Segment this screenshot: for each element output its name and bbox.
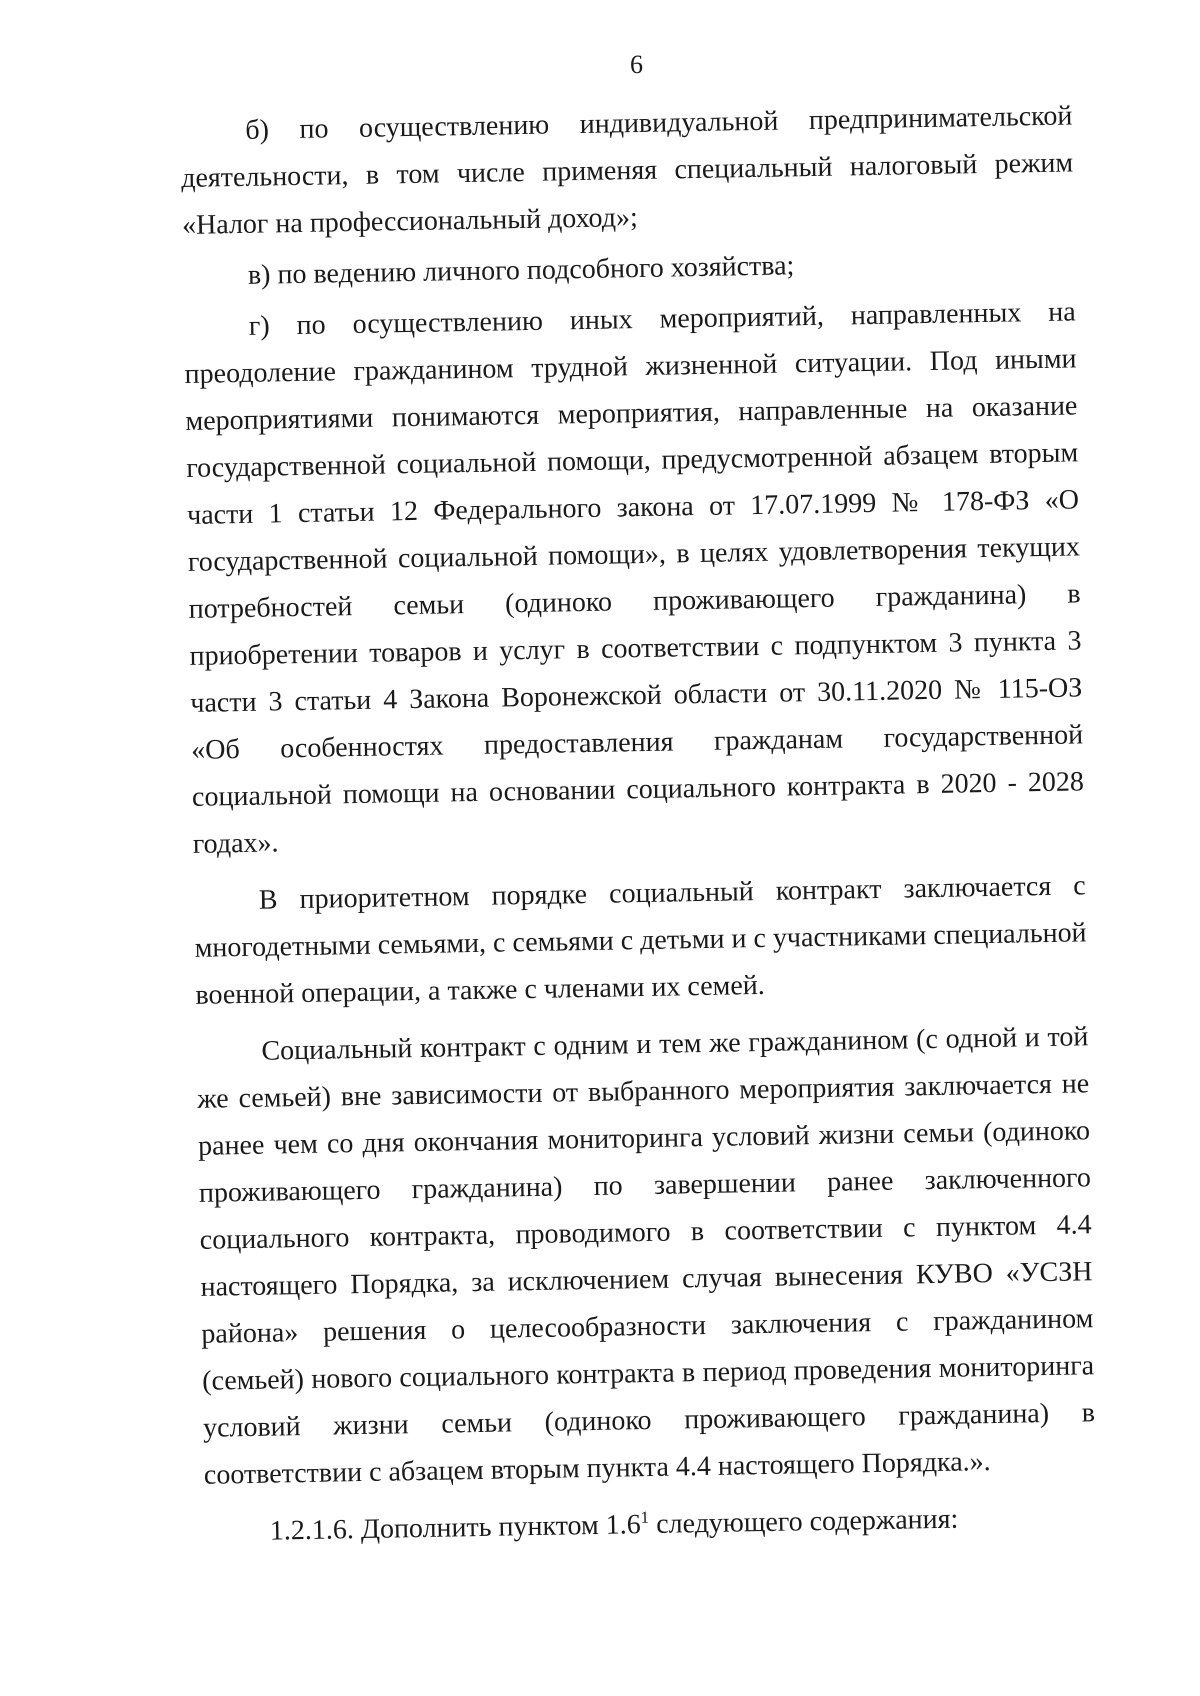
paragraph-addition-text: 1.2.1.6. Дополнить пунктом 1.6 (269, 1509, 641, 1547)
paragraph-v: в) по ведению личного подсобного хозяйства; (247, 250, 795, 291)
paragraph-addition-tail: следующего содержания: (648, 1503, 959, 1541)
paragraph-g: г) по осуществлению иных мероприятий, направленных на преодоление гражданином трудной жизненной ситуации. Под иными мероприятиями понимаются мероприятия, направленные на оказание государственной социальной помощи, предусмотренной абзацем вторым части 1 статьи 12 Федерального закона от 17.07.1999 № 178-ФЗ «О государственной социальной помощи», в целях удовлетворения текущих потребностей семьи (одиноко проживающего гражданина) в приобретении товаров и услуг в соответствии с подпунктом 3 пункта 3 части 3 статьи 4 Закона Воронежской области от 30.11.2020 № 115-ОЗ «Об особенностях предоставления гражданам государственной социальной помощи на основании социального контракта в 2020 - 2028 годах». (184, 296, 1085, 860)
paragraph-priority: В приоритетном порядке социальный контракт заключается с многодетными семьями, с семьями с детьми и с участниками специальной военной операции, а также с членами их семей. (194, 870, 1087, 1011)
page-number: 6 (630, 50, 643, 79)
paragraph-addition-superscript: 1 (640, 1507, 650, 1527)
paragraph-b: б) по осуществлению индивидуальной предпринимательской деятельности, в том числе применяя специальный налоговый режим «Налог на профессиональный доход»; (180, 100, 1074, 241)
paragraph-social-contract: Социальный контракт с одним и тем же гражданином (с одной и той же семьей) вне зависимости от выбранного мероприятия заключается не ранее чем со дня окончания мониторинга условий жизни семьи (одиноко проживающего гражданина) по завершении ранее заключенного социального контракта, проводимого в соответствии с пунктом 4.4 настоящего Порядка, за исключением случая вынесения КУВО «УСЗН района» решения о целесообразности заключения с гражданином (семьей) нового социального контракта в период проведения мониторинга условий жизни семьи (одиноко проживающего гражданина) в соответствии с абзацем вторым пункта 4.4 настоящего Порядка.». (197, 1021, 1096, 1491)
document-body (180, 92, 1097, 1555)
